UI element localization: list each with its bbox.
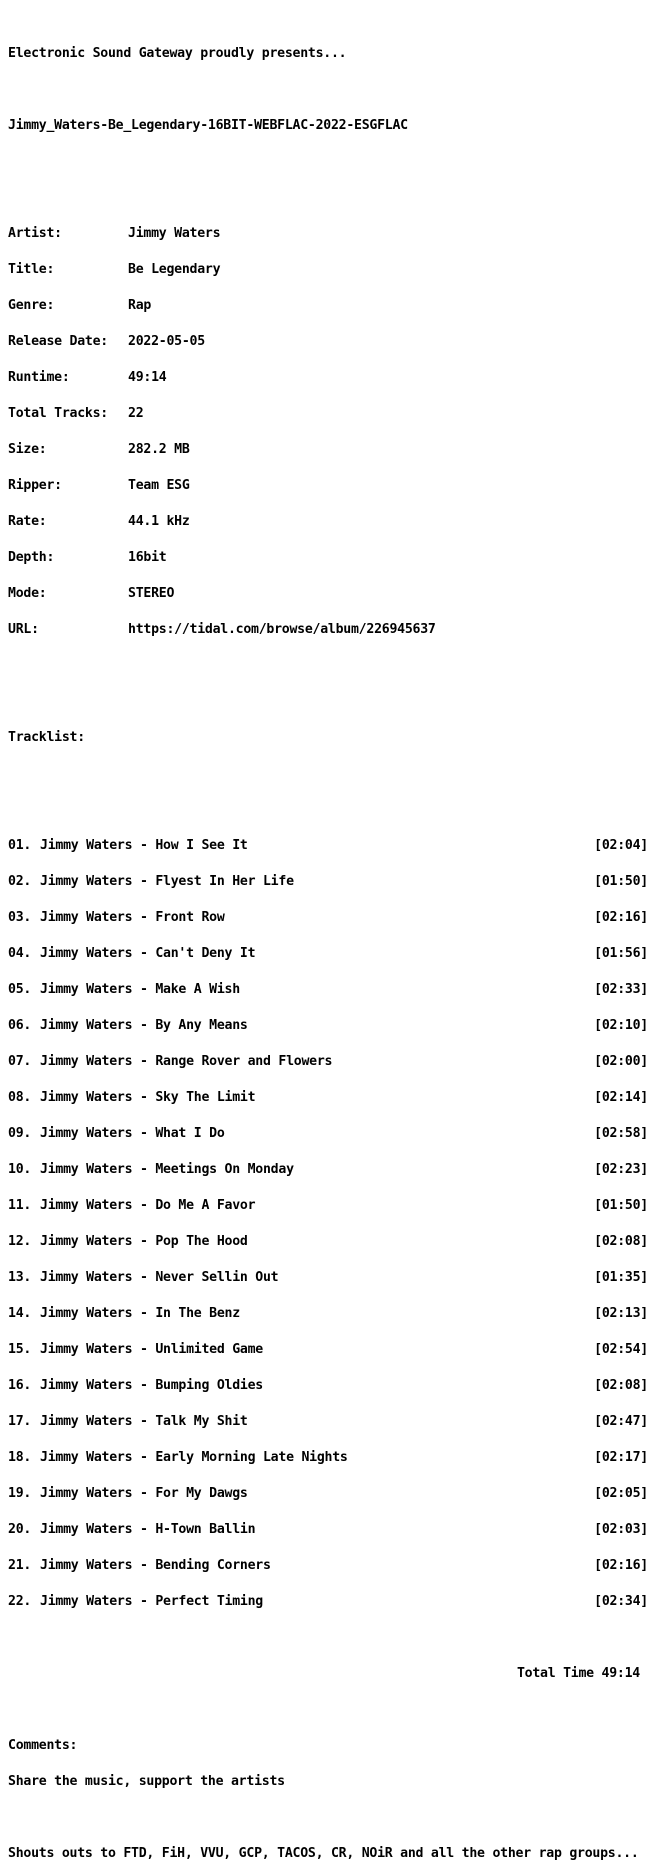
track-row [8, 1560, 648, 1572]
info-row-url [8, 624, 648, 636]
track-title: Jimmy Waters - Range Rover and Flowers [40, 1054, 333, 1069]
info-value: STEREO [128, 586, 175, 601]
track-title: Jimmy Waters - Perfect Timing [40, 1594, 263, 1609]
track-row [8, 1020, 648, 1032]
track-number: 13. [8, 1270, 32, 1285]
blank-line [8, 1812, 648, 1824]
info-row-size [8, 444, 648, 456]
track-title: Jimmy Waters - Make A Wish [40, 982, 240, 997]
nfo-document [8, 24, 648, 1872]
info-row-ripper [8, 480, 648, 492]
track-title: Jimmy Waters - What I Do [40, 1126, 225, 1141]
track-title: Jimmy Waters - Unlimited Game [40, 1342, 263, 1357]
track-number: 22. [8, 1594, 32, 1609]
track-duration: [01:35] [594, 1270, 648, 1285]
info-row-mode [8, 588, 648, 600]
track-row [8, 1452, 648, 1464]
comments-text: Share the music, support the artists [8, 1774, 285, 1789]
track-row [8, 1524, 648, 1536]
track-duration: [02:03] [594, 1522, 648, 1537]
track-row [8, 1056, 648, 1068]
track-number: 05. [8, 982, 32, 997]
track-title: Jimmy Waters - Pop The Hood [40, 1234, 248, 1249]
info-key: Rate: [8, 514, 47, 529]
track-number: 16. [8, 1378, 32, 1393]
info-key: Depth: [8, 550, 55, 565]
track-row [8, 984, 648, 996]
shoutouts-line: Shouts outs to FTD, FiH, VVU, GCP, TACOS, CR, NOiR and all the other rap groups... [8, 1846, 639, 1861]
info-value: 22 [128, 406, 144, 421]
track-row [8, 1416, 648, 1428]
info-key: Artist: [8, 226, 62, 241]
info-value: Be Legendary [128, 262, 221, 277]
track-title: Jimmy Waters - Meetings On Monday [40, 1162, 294, 1177]
track-duration: [02:10] [594, 1018, 648, 1033]
track-row [8, 912, 648, 924]
track-row [8, 1092, 648, 1104]
info-value: 49:14 [128, 370, 167, 385]
info-key: Size: [8, 442, 47, 457]
track-row [8, 1380, 648, 1392]
track-number: 10. [8, 1162, 32, 1177]
info-key: Mode: [8, 586, 47, 601]
track-number: 18. [8, 1450, 32, 1465]
track-duration: [01:50] [594, 874, 648, 889]
track-row [8, 840, 648, 852]
track-row [8, 1128, 648, 1140]
track-title: Jimmy Waters - By Any Means [40, 1018, 248, 1033]
info-value: Team ESG [128, 478, 190, 493]
track-row [8, 1308, 648, 1320]
info-value: 282.2 MB [128, 442, 190, 457]
blank-line [8, 84, 648, 96]
track-number: 11. [8, 1198, 32, 1213]
info-key: Ripper: [8, 478, 62, 493]
intro-line: Electronic Sound Gateway proudly presents... [8, 46, 347, 61]
track-title: Jimmy Waters - H-Town Ballin [40, 1522, 256, 1537]
info-row-release-date [8, 336, 648, 348]
track-title: Jimmy Waters - Flyest In Her Life [40, 874, 294, 889]
track-duration: [02:58] [594, 1126, 648, 1141]
track-title: Jimmy Waters - Sky The Limit [40, 1090, 256, 1105]
track-number: 14. [8, 1306, 32, 1321]
track-duration: [02:54] [594, 1342, 648, 1357]
track-number: 17. [8, 1414, 32, 1429]
track-title: Jimmy Waters - Do Me A Favor [40, 1198, 256, 1213]
track-title: Jimmy Waters - How I See It [40, 838, 248, 853]
track-duration: [02:16] [594, 1558, 648, 1573]
info-row-runtime [8, 372, 648, 384]
track-number: 02. [8, 874, 32, 889]
track-duration: [02:04] [594, 838, 648, 853]
tracklist-heading: Tracklist: [8, 730, 85, 745]
track-number: 20. [8, 1522, 32, 1537]
track-row [8, 1488, 648, 1500]
track-number: 21. [8, 1558, 32, 1573]
track-title: Jimmy Waters - Talk My Shit [40, 1414, 248, 1429]
track-row [8, 1236, 648, 1248]
track-duration: [02:13] [594, 1306, 648, 1321]
info-value: Jimmy Waters [128, 226, 221, 241]
track-duration: [02:17] [594, 1450, 648, 1465]
track-title: Jimmy Waters - In The Benz [40, 1306, 240, 1321]
track-row [8, 1272, 648, 1284]
track-title: Jimmy Waters - For My Dawgs [40, 1486, 248, 1501]
info-value: Rap [128, 298, 152, 313]
track-title: Jimmy Waters - Never Sellin Out [40, 1270, 279, 1285]
info-row-title [8, 264, 648, 276]
info-key: Runtime: [8, 370, 70, 385]
track-title: Jimmy Waters - Can't Deny It [40, 946, 256, 961]
track-row [8, 876, 648, 888]
track-row [8, 1596, 648, 1608]
tracklist [8, 816, 648, 1632]
blank-line [8, 696, 648, 708]
track-number: 19. [8, 1486, 32, 1501]
track-title: Jimmy Waters - Early Morning Late Nights [40, 1450, 348, 1465]
track-number: 15. [8, 1342, 32, 1357]
track-number: 09. [8, 1126, 32, 1141]
info-value: 2022-05-05 [128, 334, 205, 349]
track-number: 03. [8, 910, 32, 925]
track-row [8, 1164, 648, 1176]
info-key: Genre: [8, 298, 55, 313]
track-title: Jimmy Waters - Front Row [40, 910, 225, 925]
total-time: Total Time 49:14 [516, 1666, 640, 1681]
track-duration: [02:47] [594, 1414, 648, 1429]
info-url-value: https://tidal.com/browse/album/226945637 [128, 622, 436, 637]
info-key: URL: [8, 622, 39, 637]
info-row-rate [8, 516, 648, 528]
info-row-genre [8, 300, 648, 312]
track-title: Jimmy Waters - Bumping Oldies [40, 1378, 263, 1393]
track-duration: [02:23] [594, 1162, 648, 1177]
track-number: 06. [8, 1018, 32, 1033]
track-duration: [02:14] [594, 1090, 648, 1105]
track-number: 04. [8, 946, 32, 961]
blank-line [8, 1704, 648, 1716]
track-duration: [02:00] [594, 1054, 648, 1069]
info-row-artist [8, 228, 648, 240]
release-name: Jimmy_Waters-Be_Legendary-16BIT-WEBFLAC-2022-ESGFLAC [8, 118, 408, 133]
track-row [8, 1344, 648, 1356]
info-row-total-tracks [8, 408, 648, 420]
track-duration: [02:05] [594, 1486, 648, 1501]
blank-line [8, 156, 648, 168]
track-duration: [02:08] [594, 1378, 648, 1393]
track-row [8, 948, 648, 960]
info-row-depth [8, 552, 648, 564]
info-block [8, 204, 648, 660]
info-value: 16bit [128, 550, 167, 565]
track-row [8, 1200, 648, 1212]
track-number: 08. [8, 1090, 32, 1105]
track-number: 01. [8, 838, 32, 853]
comments-heading: Comments: [8, 1738, 78, 1753]
track-duration: [01:50] [594, 1198, 648, 1213]
blank-line [8, 768, 648, 780]
track-duration: [02:33] [594, 982, 648, 997]
track-duration: [01:56] [594, 946, 648, 961]
info-key: Title: [8, 262, 55, 277]
track-number: 12. [8, 1234, 32, 1249]
track-duration: [02:16] [594, 910, 648, 925]
info-key: Total Tracks: [8, 406, 108, 421]
track-duration: [02:34] [594, 1594, 648, 1609]
track-number: 07. [8, 1054, 32, 1069]
info-value: 44.1 kHz [128, 514, 190, 529]
track-title: Jimmy Waters - Bending Corners [40, 1558, 271, 1573]
track-duration: [02:08] [594, 1234, 648, 1249]
info-key: Release Date: [8, 334, 108, 349]
